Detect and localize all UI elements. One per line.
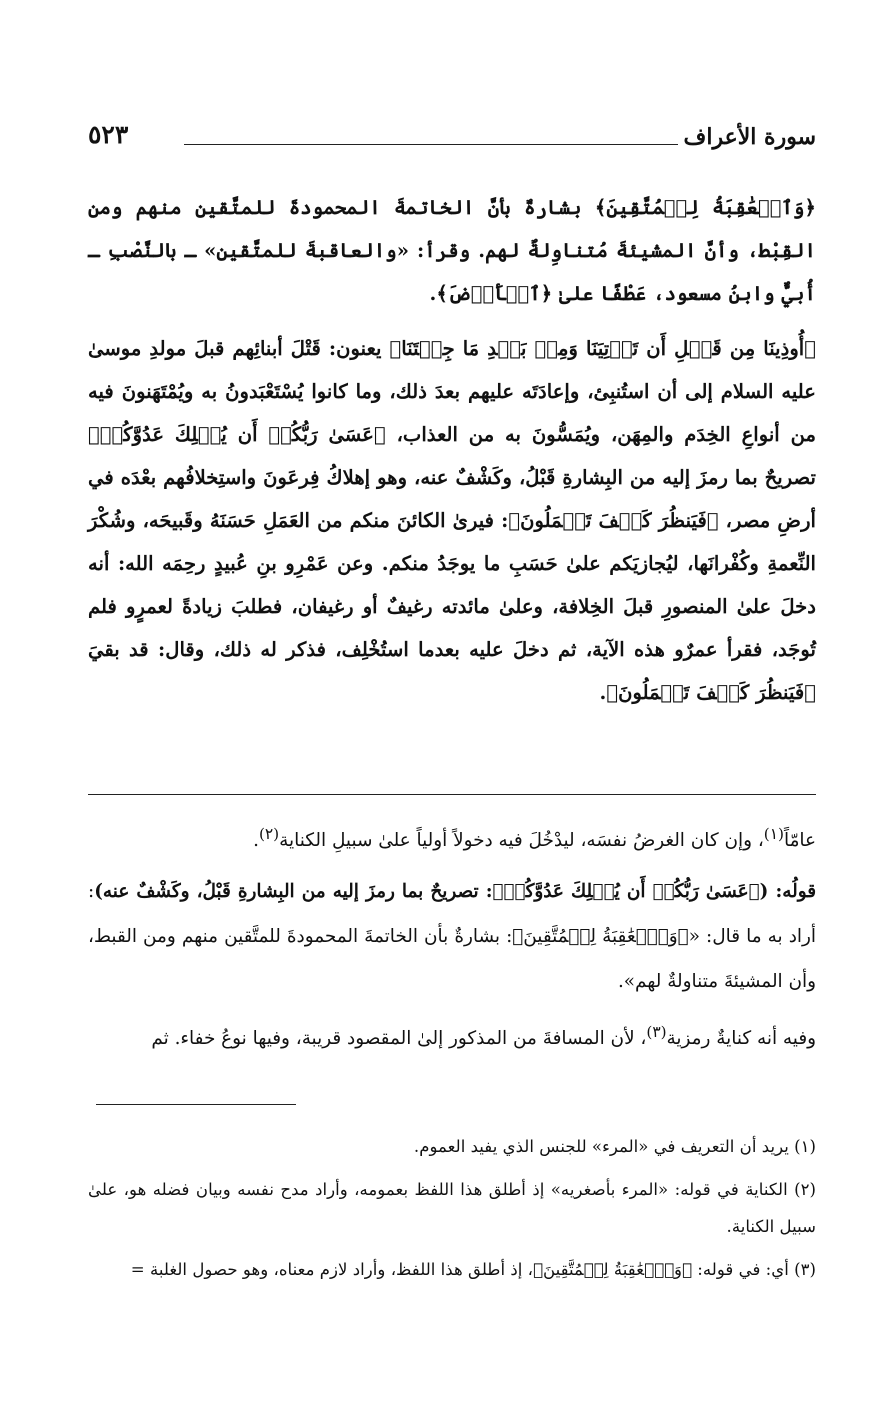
footnote-2: (٢) الكناية في قوله: «المرء بأصغريه» إذ أطلق هذا اللفظ بعمومه، وأراد مدح نفسه وبيان فضله هو، علىٰ سبيل الكناية. — [88, 1180, 816, 1236]
commentary-text: ، وإن كان الغرضُ نفسَه، ليدْخُلَ فيه دخولاً أولياً علىٰ سبيلِ الكناية — [279, 830, 764, 852]
footnote-ref-3[interactable]: (٣) — [646, 1023, 667, 1042]
commentary-text: . — [253, 830, 259, 852]
commentary-section — [88, 812, 816, 1061]
commentary-paragraph-2 — [88, 869, 816, 1004]
main-text — [88, 186, 816, 714]
footnotes — [88, 1128, 816, 1294]
page-number: ٥٢٣ — [88, 120, 129, 149]
commentary-text: عامّاً — [783, 830, 816, 852]
commentary-text: : أراد به ما قال: «﴿وَٱلۡعَٰقِبَةُ لِلۡمُتَّقِينَ﴾: بشارةٌ بأن الخاتمةَ المحمودةَ للمتَّقين منهم ومن القبط، وأن المشيئةَ متناولةٌ لهم». — [88, 881, 816, 993]
header-rule — [184, 144, 678, 145]
footnote-1: (١) يريد أن التعريف في «المرء» للجنس الذي يفيد العموم. — [413, 1137, 816, 1156]
commentary-paragraph-1 — [88, 812, 816, 863]
footnote-ref-2[interactable]: (٢) — [258, 825, 280, 843]
commentary-paragraph-3 — [88, 1010, 816, 1061]
main-paragraph-1: ﴿وَٱلۡعَٰقِبَةُ لِلۡمُتَّقِينَ﴾ بشارةٌ بأنَّ الخاتمةَ المحمودةَ للمتَّقين منهم ومن القِبْط، وأنَّ المشيئةَ مُتناوِلةٌ لهم. وقرأ: «والعاقبةَ للمتَّقين» ـ بالنَّصْبِ ـ أُبيٌّ وابنُ مسعود، عَطْفًا علىٰ ﴿ٱلۡأَرۡضَ﴾. — [88, 196, 816, 305]
footnote-rule — [96, 1104, 296, 1105]
commentary-text: وفيه أنه كنايةٌ رمزية — [666, 1028, 816, 1050]
surah-title: سورة الأعراف — [683, 124, 816, 150]
section-divider — [88, 794, 816, 795]
footnote-ref-1[interactable]: (١) — [763, 825, 784, 843]
page-header — [88, 118, 816, 162]
main-paragraph-2: ﴿أُوذِينَا مِن قَبۡلِ أَن تَأۡتِيَنَا وَمِنۢ بَعۡدِ مَا جِئۡتَنَا﴾ يعنون: قَتْلَ أبنائِهم قبلَ مولدِ موسىٰ عليه السلام إلى أن استُنبِئ، وإعادَتَه عليهم بعدَ ذلك، وما كانوا يُسْتَعْبَدونُ به ويُمْتَهَنونَ فيه من أنواعِ الخِدَم والمِهَن، ويُمَسُّونَ به من العذاب، ﴿عَسَىٰ رَبُّكُمۡ أَن يُهۡلِكَ عَدُوَّكُمۡ﴾ تصريحٌ بما رمزَ إليه من البِشارةِ قَبْلُ، وكَشْفٌ عنه، وهو إهلاكُ فِرعَونَ واستِخلافُهم بعْدَه في أرضِ مصر، ﴿فَيَنظُرَ كَيۡفَ تَعۡمَلُونَ﴾: فيرىٰ الكائنَ منكم من العَمَلِ حَسَنَهُ وقَبيحَه، وشُكْرَ النِّعمةِ وكُفْرانَها، ليُجازيَكم علىٰ حَسَبِ ما يوجَدُ منكم. وعن عَمْرِو بنِ عُبيدٍ رحِمَه الله: أنه دخلَ علىٰ المنصورِ قبلَ الخِلافة، وعلىٰ مائدته رغيفٌ أو رغيفان، فطلبَ زيادةً لعمرٍو فلم تُوجَد، فقرأ عمرٌو هذه الآية، ثم دخلَ عليه بعدما استُخْلِف، فذكر له ذلك، وقال: قد بقيَ ﴿فَيَنظُرَ كَيۡفَ تَعۡمَلُونَ﴾. — [88, 337, 816, 704]
footnote-3: (٣) أي: في قوله: ﴿وَٱلۡعَٰقِبَةُ لِلۡمُتَّقِينَ﴾، إذ أطلق هذا اللفظ، وأراد لازم معناه، وهو حصول الغلبة = — [130, 1260, 816, 1279]
commentary-text: ، لأن المسافةَ من المذكور إلىٰ المقصود قريبة، وفيها نوعُ خفاء. ثم — [151, 1028, 647, 1050]
commentary-lemma: قولُه: (﴿عَسَىٰ رَبُّكُمۡ أَن يُهۡلِكَ عَدُوَّكُمۡ﴾: تصريحٌ بما رمزَ إليه من البِشارةِ قَبْلُ، وكَشْفٌ عنه) — [94, 881, 816, 903]
